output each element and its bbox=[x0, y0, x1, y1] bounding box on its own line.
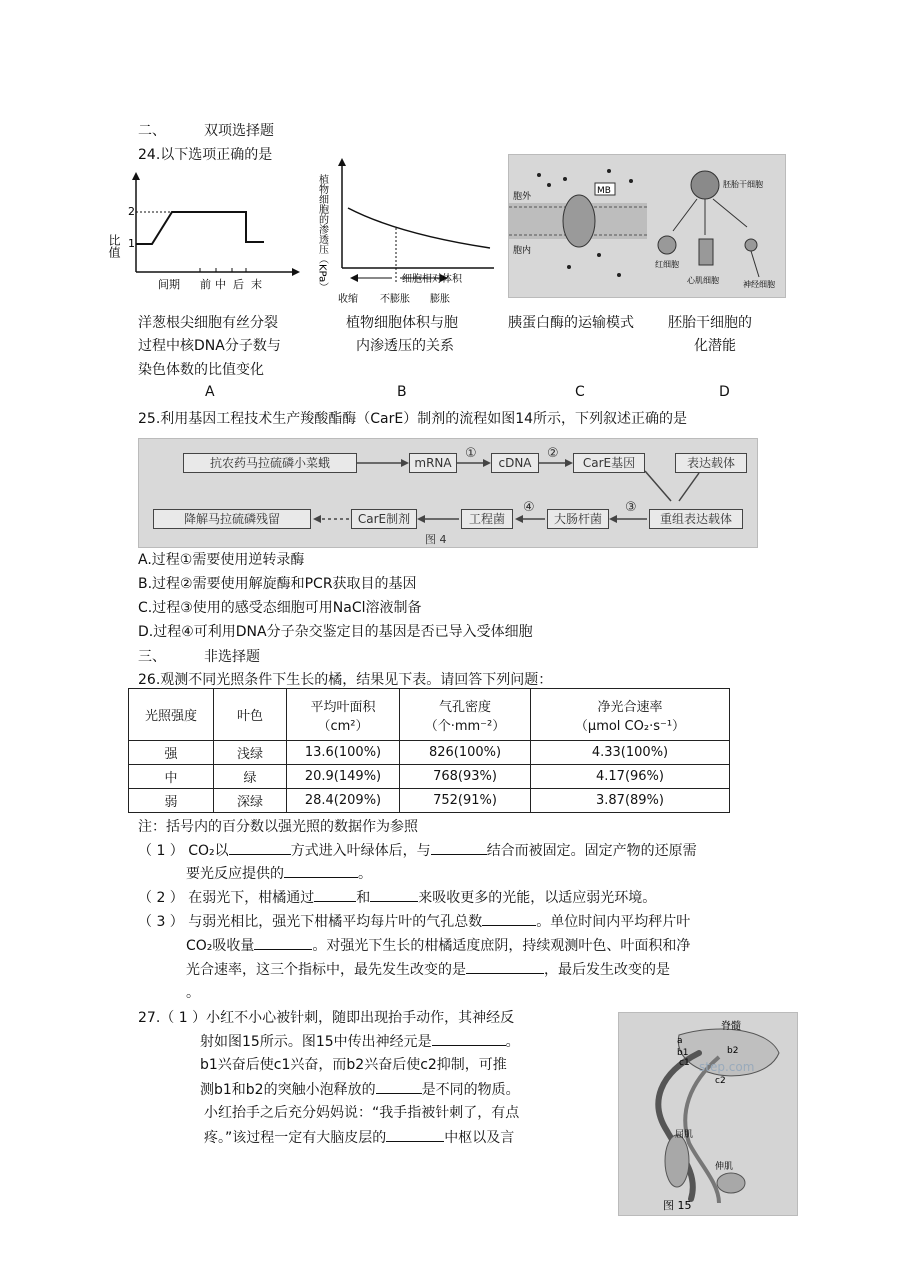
figure-caption: 图 15 bbox=[663, 1199, 692, 1212]
subquestion-3-line1: （ 3 ） 与弱光相比，强光下柑橘平均每片叶的气孔总数 。单位时间内平均秤片叶 bbox=[138, 911, 690, 932]
membrane-drawing bbox=[509, 155, 647, 297]
cell: 4.33(100%) bbox=[531, 741, 730, 765]
answer-blank[interactable] bbox=[386, 1127, 444, 1142]
answer-blank[interactable] bbox=[432, 1031, 506, 1046]
tick-label-2: 2 bbox=[128, 205, 135, 218]
q27-line4: 测b1和b2的突触小泡释放的 是不同的物质。 bbox=[200, 1079, 520, 1100]
flow-box-vector: 表达载体 bbox=[675, 453, 747, 473]
header-stomata: 气孔密度 （个·mm⁻²） bbox=[400, 689, 531, 741]
stem-cell-drawing bbox=[647, 155, 785, 297]
caption-d-line2: 化潜能 bbox=[694, 338, 736, 354]
step-1: ① bbox=[465, 446, 477, 461]
label-inside: 胞内 bbox=[513, 246, 532, 256]
cell: 20.9(149%) bbox=[287, 765, 400, 789]
subquestion-3-line2: CO₂吸收量 。对强光下生长的柑橘适度庶阴，持续观测叶色、叶面积和净 bbox=[186, 935, 690, 956]
option-a: A.过程①需要使用逆转录酶 bbox=[138, 552, 305, 568]
x-label-no-swell: 不膨胀 bbox=[380, 294, 410, 305]
option-b: B.过程②需要使用解旋酶和PCR获取目的基因 bbox=[138, 576, 417, 592]
answer-blank[interactable] bbox=[229, 840, 291, 855]
q27-line2: 射如图15所示。图15中传出神经元是 。 bbox=[200, 1031, 520, 1052]
option-letter-c: C bbox=[575, 384, 585, 400]
q27-line6: 疼。”该过程一定有大脑皮层的 中枢以及言 bbox=[204, 1127, 514, 1148]
cell: 752(91%) bbox=[400, 789, 531, 813]
flow-box-recombinant: 重组表达载体 bbox=[649, 509, 743, 529]
header-photosynthesis: 净光合速率 （μmol CO₂·s⁻¹） bbox=[531, 689, 730, 741]
subquestion-3-line4: 。 bbox=[186, 985, 200, 1001]
reflex-arc-drawing bbox=[619, 1013, 797, 1215]
tick-label-1: 1 bbox=[128, 237, 135, 250]
flow-box-product: CarE制剂 bbox=[351, 509, 417, 529]
subquestion-1-line1: （ 1 ） CO₂以 方式进入叶绿体后，与 结合而被固定。固定产物的还原需 bbox=[138, 840, 697, 861]
label-stem-cell: 胚胎干细胞 bbox=[723, 180, 763, 189]
answer-blank[interactable] bbox=[284, 863, 358, 878]
label-c1: c1 bbox=[679, 1058, 690, 1068]
label-cardiac-cell: 心肌细胞 bbox=[687, 276, 719, 285]
cell: 768(93%) bbox=[400, 765, 531, 789]
figure-a-ratio-plot bbox=[107, 172, 302, 294]
cell: 13.6(100%) bbox=[287, 741, 400, 765]
subquestion-2: （ 2 ） 在弱光下，柑橘通过 和 来吸收更多的光能，以适应弱光环境。 bbox=[138, 887, 656, 908]
q27-line3: b1兴奋后使c1兴奋，而b2兴奋后使c2抑制，可推 bbox=[200, 1057, 507, 1073]
flow-box-ecoli: 大肠杆菌 bbox=[547, 509, 609, 529]
step-4: ④ bbox=[523, 500, 535, 515]
cell: 强 bbox=[129, 741, 214, 765]
table-row bbox=[129, 765, 730, 789]
x-label-metaphase: 中 bbox=[215, 278, 226, 291]
option-c: C.过程③使用的感受态细胞可用NaCl溶液制备 bbox=[138, 600, 422, 616]
caption-a-line1: 洋葱根尖细胞有丝分裂 bbox=[138, 315, 278, 331]
answer-blank[interactable] bbox=[370, 887, 418, 902]
section-title: 双项选择题 bbox=[204, 123, 274, 139]
label-mb: MB bbox=[597, 186, 611, 196]
caption-b-line2: 内渗透压的关系 bbox=[356, 338, 454, 354]
x-label-swell: 膨胀 bbox=[430, 294, 450, 305]
flow-box-care-gene: CarE基因 bbox=[573, 453, 645, 473]
answer-blank[interactable] bbox=[376, 1079, 422, 1094]
table-row bbox=[129, 789, 730, 813]
label-b2: b2 bbox=[727, 1046, 739, 1056]
section-number: 三、 bbox=[138, 649, 166, 665]
x-axis-label: 细胞相对体积 bbox=[402, 274, 462, 285]
step-3: ③ bbox=[625, 500, 637, 515]
option-letter-a: A bbox=[205, 384, 215, 400]
label-nerve-cell: 神经细胞 bbox=[743, 280, 775, 289]
cell: 826(100%) bbox=[400, 741, 531, 765]
x-label-interphase: 间期 bbox=[158, 278, 180, 291]
answer-blank[interactable] bbox=[482, 911, 536, 926]
option-letter-d: D bbox=[719, 384, 730, 400]
cell: 3.87(89%) bbox=[531, 789, 730, 813]
flow-box-degrade: 降解马拉硫磷残留 bbox=[153, 509, 311, 529]
answer-blank[interactable] bbox=[466, 959, 544, 974]
subquestion-1-line2: 要光反应提供的 。 bbox=[186, 863, 372, 884]
caption-d-line1: 胚胎干细胞的 bbox=[668, 315, 752, 331]
cell: 浅绿 bbox=[214, 741, 287, 765]
question-stem: 26.观测不同光照条件下生长的橘，结果见下表。请回答下列问题： bbox=[138, 672, 553, 688]
flow-box-cdna: cDNA bbox=[491, 453, 539, 473]
caption-a-line3: 染色体数的比值变化 bbox=[138, 362, 264, 378]
question-stem: 24.以下选项正确的是 bbox=[138, 147, 273, 163]
label-b1: b1 bbox=[677, 1048, 689, 1058]
header-leaf-color: 叶色 bbox=[214, 689, 287, 741]
x-label-anaphase: 后 bbox=[233, 278, 244, 291]
x-label-shrink: 收缩 bbox=[338, 294, 358, 305]
label-spinal: 脊髓 bbox=[721, 1021, 741, 1032]
label-outside: 胞外 bbox=[513, 192, 532, 202]
answer-blank[interactable] bbox=[431, 840, 487, 855]
caption-b-line1: 植物细胞体积与胞 bbox=[346, 315, 458, 331]
table-row bbox=[129, 741, 730, 765]
cell: 绿 bbox=[214, 765, 287, 789]
x-label-prophase: 前 bbox=[200, 278, 211, 291]
y-axis-label: 比值 bbox=[107, 234, 121, 258]
figure-b-osmotic-curve bbox=[318, 156, 498, 306]
q27-line1: 27.（ 1 ）小红不小心被针刺，随即出现抬手动作，其神经反 bbox=[138, 1010, 515, 1026]
watermark: step.com bbox=[699, 1060, 755, 1074]
x-label-telophase: 末 bbox=[251, 278, 262, 291]
label-flexor: 屈肌 bbox=[675, 1130, 694, 1140]
label-c2: c2 bbox=[715, 1076, 726, 1086]
y-axis-label: 植物细胞的渗透压（KPa） bbox=[316, 174, 328, 293]
cell: 4.17(96%) bbox=[531, 765, 730, 789]
label-a: a bbox=[677, 1036, 683, 1046]
label-extensor: 伸肌 bbox=[715, 1162, 734, 1172]
figure-c-membrane-image bbox=[508, 154, 786, 298]
subquestion-3-line3: 光合速率，这三个指标中，最先发生改变的是 ，最后发生改变的是 bbox=[186, 959, 670, 980]
flow-box-source: 抗农药马拉硫磷小菜蛾 bbox=[183, 453, 357, 473]
cell: 28.4(209%) bbox=[287, 789, 400, 813]
light-data-table bbox=[128, 688, 730, 813]
step-2: ② bbox=[547, 446, 559, 461]
header-light: 光照强度 bbox=[129, 689, 214, 741]
option-letter-b: B bbox=[397, 384, 407, 400]
flow-box-engineered: 工程菌 bbox=[461, 509, 513, 529]
label-red-cell: 红细胞 bbox=[655, 260, 679, 269]
question-stem: 25.利用基因工程技术生产羧酸酯酶（CarE）制剂的流程如图14所示，下列叙述正确的是 bbox=[138, 411, 688, 427]
flowchart-caption: 图 4 bbox=[425, 533, 447, 546]
caption-a-line2: 过程中核DNA分子数与 bbox=[138, 338, 281, 354]
answer-blank[interactable] bbox=[314, 887, 356, 902]
caption-c-line1: 胰蛋白酶的运输模式 bbox=[508, 315, 634, 331]
cell: 中 bbox=[129, 765, 214, 789]
section-title: 非选择题 bbox=[204, 649, 260, 665]
option-d: D.过程④可利用DNA分子杂交鉴定目的基因是否已导入受体细胞 bbox=[138, 624, 533, 640]
flowchart-image bbox=[138, 438, 758, 548]
q27-line5: 小红抬手之后充分妈妈说：“我手指被针刺了，有点 bbox=[204, 1105, 520, 1121]
flow-box-mrna: mRNA bbox=[409, 453, 457, 473]
header-leaf-area: 平均叶面积 （cm²） bbox=[287, 689, 400, 741]
cell: 深绿 bbox=[214, 789, 287, 813]
table-note: 注：括号内的百分数以强光照的数据作为参照 bbox=[138, 819, 418, 835]
section-number: 二、 bbox=[138, 123, 166, 139]
figure-15-reflex-arc bbox=[618, 1012, 798, 1216]
cell: 弱 bbox=[129, 789, 214, 813]
answer-blank[interactable] bbox=[254, 935, 312, 950]
